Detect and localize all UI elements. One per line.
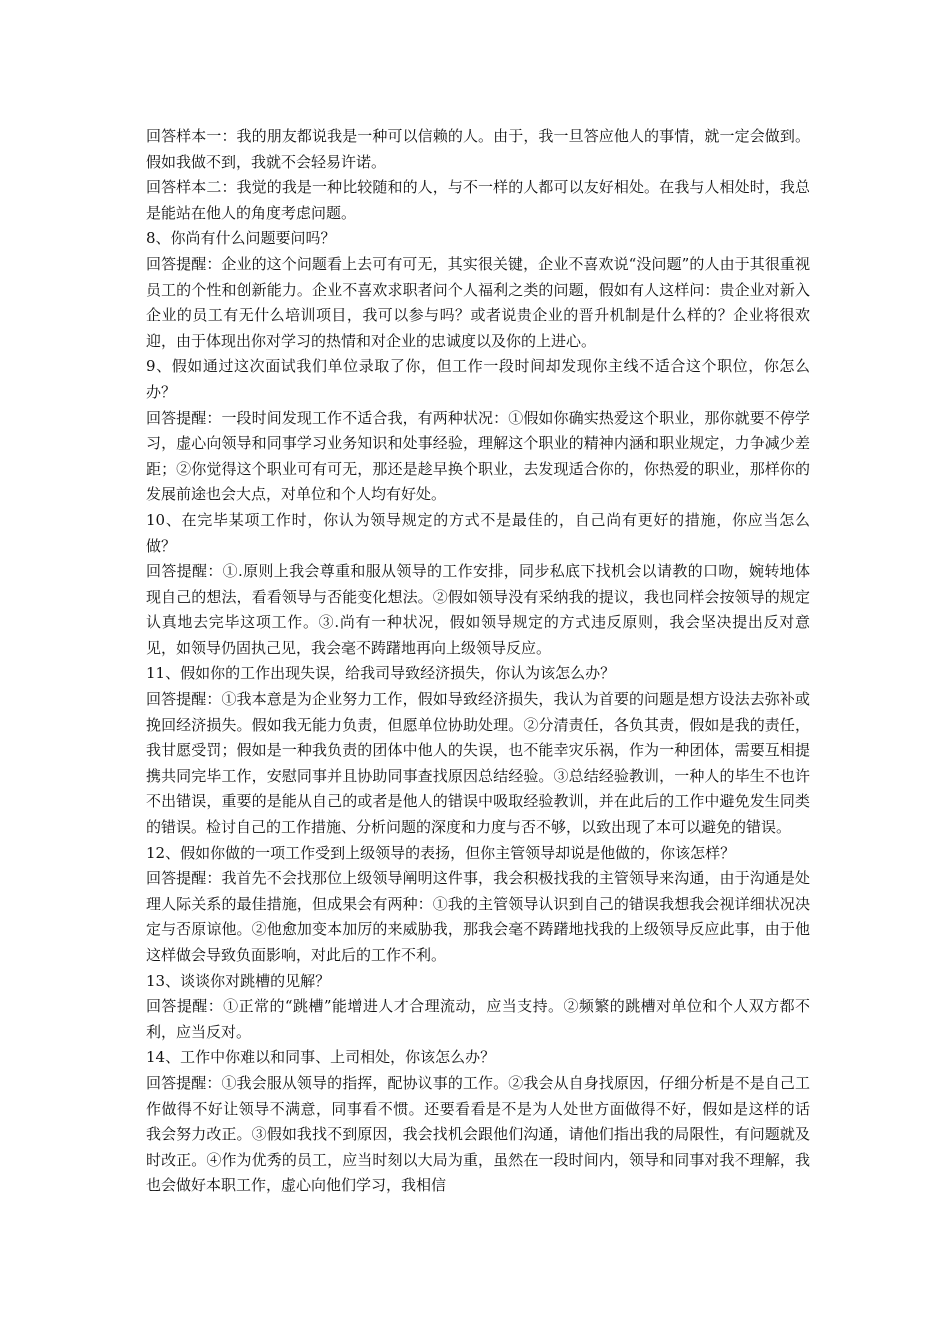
question-10: 10、在完毕某项工作时，你认为领导规定的方式不是最佳的，自己尚有更好的措施，你应当怎么做？ xyxy=(146,510,810,555)
question-8: 8、你尚有什么问题要问吗？ xyxy=(146,229,336,248)
answer-13: 回答提醒：①正常的“跳槽”能增进人才合理流动，应当支持。②频繁的跳槽对单位和个人双方都不利，应当反对。 xyxy=(146,997,810,1041)
answer-11: 回答提醒：①我本意是为企业努力工作，假如导致经济损失，我认为首要的问题是想方设法去弥补或挽回经济损失。假如我无能力负责，但愿单位协助处理。②分清责任，各负其责，假如是我的责任，我甘愿受罚；假如是一种我负责的团体中他人的失误，也不能幸灾乐祸，作为一种团体，需要互相提携共同完毕工作，安慰同事并且协助同事查找原因总结经验。③总结经验教训，一种人的毕生不也许不出错误，重要的是能从自己的或者是他人的错误中吸取经验教训，并在此后的工作中避免发生同类的错误。检讨自己的工作措施、分析问题的深度和力度与否不够，以致出现了本可以避免的错误。 xyxy=(146,690,810,837)
answer-14: 回答提醒：①我会服从领导的指挥，配协议事的工作。②我会从自身找原因，仔细分析是不是自己工作做得不好让领导不满意，同事看不惯。还要看看是不是为人处世方面做得不好，假如是这样的话 我会努力改正。③假如我找不到原因，我会找机会跟他们沟通，请他们指出我的局限性，有问题就及时改正。④作为优秀的员工，应当时刻以大局为重，虽然在一段时间内，领导和同事对我不理解，我也会做好本职工作，虚心向他们学习，我相信 xyxy=(146,1073,810,1195)
question-12: 12、假如你做的一项工作受到上级领导的表扬，但你主管领导却说是他做的，你该怎样？ xyxy=(146,843,736,862)
question-9: 9、假如通过这次面试我们单位录取了你，但工作一段时间却发现你主线不适合这个职位，你怎么办？ xyxy=(146,357,810,401)
answer-9: 回答提醒：一段时间发现工作不适合我，有两种状况：①假如你确实热爱这个职业，那你就要不停学习，虚心向领导和同事学习业务知识和处事经验，理解这个职业的精神内涵和职业规定，力争减少差距；②你觉得这个职业可有可无，那还是趁早换个职业，去发现适合你的，你热爱的职业，那样你的发展前途也会大点，对单位和个人均有好处。 xyxy=(146,408,810,504)
question-13: 13、谈谈你对跳槽的见解？ xyxy=(146,971,331,990)
answer-10: 回答提醒：①.原则上我会尊重和服从领导的工作安排，同步私底下找机会以请教的口吻，婉转地体现自己的想法，看看领导与否能变化想法。②假如领导没有采纳我的提议，我也同样会按领导的规定认真地去完毕这项工作。③.尚有一种状况，假如领导规定的方式违反原则，我会坚决提出反对意见，如领导仍固执己见，我会毫不踌躇地再向上级领导反应。 xyxy=(146,562,810,657)
question-11: 11、假如你的工作出现失误，给我司导致经济损失，你认为该怎么办？ xyxy=(146,664,616,683)
question-14: 14、工作中你难以和同事、上司相处，你该怎么办？ xyxy=(146,1048,496,1067)
answer-sample-2: 回答样本二：我觉的我是一种比较随和的人，与不一样的人都可以友好相处。在我与人相处时，我总是能站在他人的角度考虑问题。 xyxy=(146,178,810,222)
document-page xyxy=(146,124,810,1199)
answer-sample-1: 回答样本一：我的朋友都说我是一种可以信赖的人。由于，我一旦答应他人的事情，就一定会做到。假如我做不到，我就不会轻易许诺。 xyxy=(146,127,810,171)
answer-12: 回答提醒：我首先不会找那位上级领导阐明这件事，我会积极找我的主管领导来沟通，由于沟通是处理人际关系的最佳措施，但成果会有两种：①我的主管领导认识到自己的错误我想我会视详细状况决定与否原谅他。②他愈加变本加厉的来威胁我，那我会毫不踌躇地找我的上级领导反应此事，由于他这样做会导致负面影响，对此后的工作不利。 xyxy=(146,869,810,964)
answer-8: 回答提醒：企业的这个问题看上去可有可无，其实很关键，企业不喜欢说“没问题”的人由于其很重视员工的个性和创新能力。企业不喜欢求职者问个人福利之类的问题，假如有人这样问：贵企业对新入企业的员工有无什么培训项目，我可以参与吗？或者说贵企业的晋升机制是什么样的？企业将很欢迎，由于体现出你对学习的热情和对企业的忠诚度以及你的上进心。 xyxy=(146,254,810,350)
